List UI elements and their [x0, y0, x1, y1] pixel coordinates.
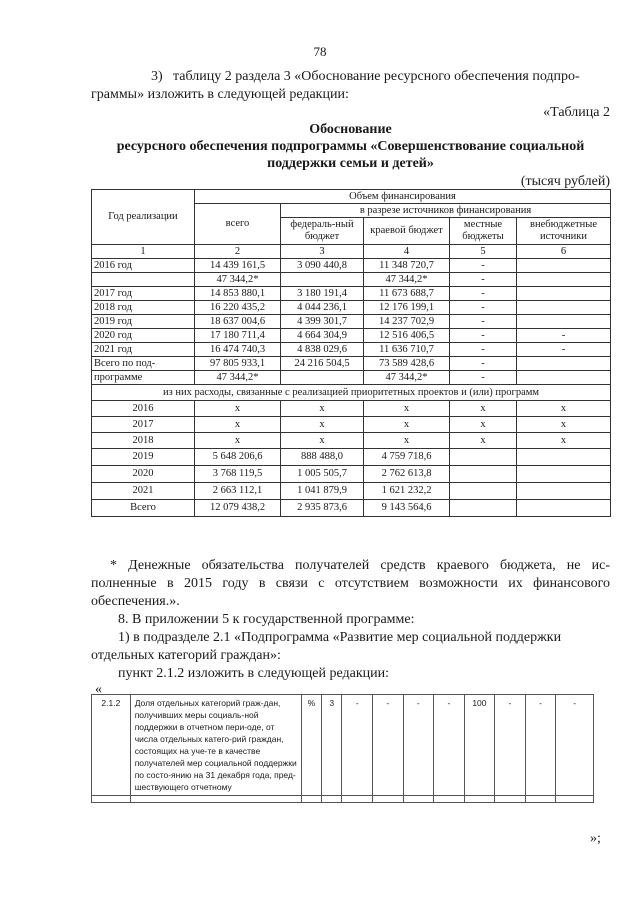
cell-regional: 14 237 702,9 — [364, 315, 450, 329]
indicator-value: - — [373, 695, 404, 796]
header-by-source: в разрезе источников финансирования — [281, 204, 611, 218]
spacer-cell — [434, 796, 465, 803]
spacer-cell — [301, 796, 321, 803]
cell-extra — [517, 466, 611, 483]
indicator-value: - — [556, 695, 594, 796]
spacer-cell — [464, 796, 495, 803]
indicator-value: 100 — [464, 695, 495, 796]
item-8-1-line-1: 1) в подразделе 2.1 «Подпрограмма «Развитие мер социальной поддержки — [118, 630, 562, 645]
header-total: всего — [195, 204, 281, 245]
footnote-line-3: обеспечения.». — [91, 594, 180, 609]
cell-local: - — [450, 301, 517, 315]
cell-federal: 3 180 191,4 — [281, 287, 364, 301]
intro-line-2: граммы» изложить в следующей редакции: — [91, 87, 349, 102]
cell-federal: 1 005 505,7 — [281, 466, 364, 483]
units-label: (тысяч рублей) — [520, 174, 610, 189]
header-funding: Объем финансирования — [195, 190, 611, 204]
priority-projects-row — [92, 385, 611, 401]
indicator-value: - — [434, 695, 465, 796]
cell-local — [450, 483, 517, 500]
cell-local: - — [450, 371, 517, 385]
cell-federal — [281, 273, 364, 287]
cell-total: 17 180 711,4 — [195, 329, 281, 343]
cell-federal: 24 216 504,5 — [281, 357, 364, 371]
cell-extra — [517, 449, 611, 466]
cell-regional: x — [364, 401, 450, 417]
cell-regional: x — [364, 417, 450, 433]
cell-local: - — [450, 273, 517, 287]
cell-total: x — [195, 433, 281, 449]
cell-extra — [517, 315, 611, 329]
cell-total: 97 805 933,1 — [195, 357, 281, 371]
cell-local: x — [450, 433, 517, 449]
cell-year: 2018 — [92, 433, 195, 449]
cell-regional: 47 344,2* — [364, 273, 450, 287]
spacer-cell — [403, 796, 434, 803]
cell-year: 2018 год — [92, 301, 195, 315]
cell-local: - — [450, 315, 517, 329]
footnote-line-1: * Денежные обязательства получателей средств краевого бюджета, не ис- — [110, 558, 610, 573]
cell-year: 2019 год — [92, 315, 195, 329]
cell-regional: 4 759 718,6 — [364, 449, 450, 466]
close-quote: »; — [590, 831, 601, 846]
table-row — [92, 287, 611, 301]
cell-federal: x — [281, 433, 364, 449]
indicator-value: - — [495, 695, 526, 796]
header-local: местные бюджеты — [450, 218, 517, 245]
cell-extra: x — [517, 433, 611, 449]
table-row — [92, 500, 611, 517]
table-row — [92, 483, 611, 500]
cell-extra: - — [517, 329, 611, 343]
spacer-cell — [342, 796, 373, 803]
table-row — [92, 371, 611, 385]
table-row — [92, 449, 611, 466]
cell-total: x — [195, 401, 281, 417]
header-federal: федераль-ный бюджет — [281, 218, 364, 245]
spacer-cell — [92, 796, 131, 803]
cell-regional: 9 143 564,6 — [364, 500, 450, 517]
intro-item-number: 3) — [151, 69, 163, 84]
cell-local: - — [450, 287, 517, 301]
cell-total: 14 853 880,1 — [195, 287, 281, 301]
table-row — [92, 466, 611, 483]
cell-total: 2 663 112,1 — [195, 483, 281, 500]
cell-total: 47 344,2* — [195, 371, 281, 385]
cell-total: 12 079 438,2 — [195, 500, 281, 517]
col-number: 1 — [92, 245, 195, 259]
cell-regional: 11 673 688,7 — [364, 287, 450, 301]
spacer-cell — [130, 796, 301, 803]
indicator-table — [91, 694, 594, 803]
cell-year: 2017 — [92, 417, 195, 433]
cell-regional: x — [364, 433, 450, 449]
cell-year: 2020 год — [92, 329, 195, 343]
cell-local: - — [450, 357, 517, 371]
cell-year: 2016 — [92, 401, 195, 417]
cell-federal: 4 399 301,7 — [281, 315, 364, 329]
cell-federal: 3 090 440,8 — [281, 259, 364, 273]
footnote-line-2: полненные в 2015 году в связи с отсутствием возможности их финансового — [91, 576, 610, 591]
cell-extra — [517, 259, 611, 273]
indicator-description: Доля отдельных категорий граж-дан, получивших меры социаль-ной поддержки в отчетном пери-оде, от числа отдельных катего-рий граждан, состоящих на уче-те в качестве получателей мер социальной поддержки по состо-янию на 31 декабря года, пред-шествующего отчетному — [130, 695, 301, 796]
cell-local: - — [450, 343, 517, 357]
cell-federal: 4 044 236,1 — [281, 301, 364, 315]
cell-local — [450, 449, 517, 466]
cell-federal: x — [281, 417, 364, 433]
cell-regional: 11 348 720,7 — [364, 259, 450, 273]
indicator-value: - — [342, 695, 373, 796]
cell-year: 2016 год — [92, 259, 195, 273]
cell-total: 14 439 161,5 — [195, 259, 281, 273]
cell-federal: 1 041 879,9 — [281, 483, 364, 500]
table-title-line-2: ресурсного обеспечения подпрограммы «Совершенствование социальной — [116, 139, 585, 154]
spacer-cell — [373, 796, 404, 803]
cell-total: x — [195, 417, 281, 433]
spacer-cell — [495, 796, 526, 803]
cell-extra — [517, 301, 611, 315]
cell-total: 5 648 206,6 — [195, 449, 281, 466]
header-extra: внебюджетные источники — [517, 218, 611, 245]
cell-extra: x — [517, 401, 611, 417]
cell-regional: 11 636 710,7 — [364, 343, 450, 357]
col-number: 2 — [195, 245, 281, 259]
item-8-2: пункт 2.1.2 изложить в следующей редакции: — [118, 666, 389, 681]
priority-projects-label: из них расходы, связанные с реализацией приоритетных проектов и (или) программ — [92, 385, 611, 401]
spacer-cell — [525, 796, 556, 803]
cell-year: Всего по под- — [92, 357, 195, 371]
cell-year: 2021 год — [92, 343, 195, 357]
item-8: 8. В приложении 5 к государственной программе: — [118, 612, 415, 627]
indicator-value: - — [403, 695, 434, 796]
cell-federal: 888 488,0 — [281, 449, 364, 466]
table-row — [92, 343, 611, 357]
header-regional: краевой бюджет — [364, 218, 450, 245]
cell-year: 2021 — [92, 483, 195, 500]
cell-year: 2020 — [92, 466, 195, 483]
cell-federal: 4 664 304,9 — [281, 329, 364, 343]
cell-total: 47 344,2* — [195, 273, 281, 287]
cell-local: x — [450, 401, 517, 417]
indicator-number: 2.1.2 — [92, 695, 131, 796]
cell-local — [450, 500, 517, 517]
indicator-value: - — [525, 695, 556, 796]
spacer-cell — [556, 796, 594, 803]
indicator-value: 3 — [322, 695, 342, 796]
cell-extra — [517, 371, 611, 385]
cell-federal: x — [281, 401, 364, 417]
table-row — [92, 273, 611, 287]
cell-year: 2017 год — [92, 287, 195, 301]
table-label: «Таблица 2 — [543, 105, 610, 120]
cell-extra — [517, 483, 611, 500]
table-title-line-3: поддержки семьи и детей» — [267, 156, 434, 171]
table-row — [92, 315, 611, 329]
cell-extra: x — [517, 417, 611, 433]
cell-total: 18 637 004,6 — [195, 315, 281, 329]
cell-regional: 12 176 199,1 — [364, 301, 450, 315]
page-number: 78 — [313, 44, 327, 59]
cell-federal: 4 838 029,6 — [281, 343, 364, 357]
cell-extra: - — [517, 343, 611, 357]
table-row-spacer — [92, 796, 594, 803]
funding-table — [91, 189, 611, 517]
table-row — [92, 357, 611, 371]
cell-total: 16 474 740,3 — [195, 343, 281, 357]
table-title-line-1: Обоснование — [309, 122, 392, 137]
header-year: Год реализации — [92, 190, 195, 245]
cell-local: - — [450, 329, 517, 343]
col-number: 6 — [517, 245, 611, 259]
cell-local — [450, 466, 517, 483]
table-row — [92, 301, 611, 315]
table-row — [92, 259, 611, 273]
cell-extra — [517, 273, 611, 287]
cell-extra — [517, 287, 611, 301]
col-number: 5 — [450, 245, 517, 259]
indicator-unit: % — [301, 695, 321, 796]
cell-total: 16 220 435,2 — [195, 301, 281, 315]
cell-extra — [517, 357, 611, 371]
cell-federal — [281, 371, 364, 385]
table-row — [92, 401, 611, 417]
table-row — [92, 433, 611, 449]
cell-regional: 12 516 406,5 — [364, 329, 450, 343]
cell-total: 3 768 119,5 — [195, 466, 281, 483]
cell-extra — [517, 500, 611, 517]
cell-year: Всего — [92, 500, 195, 517]
open-quote: « — [95, 682, 102, 697]
cell-regional: 47 344,2* — [364, 371, 450, 385]
spacer-cell — [322, 796, 342, 803]
col-number: 3 — [281, 245, 364, 259]
column-numbers-row — [92, 245, 611, 259]
cell-regional: 1 621 232,2 — [364, 483, 450, 500]
cell-regional: 2 762 613,8 — [364, 466, 450, 483]
table-row — [92, 329, 611, 343]
cell-year: 2019 — [92, 449, 195, 466]
table-row — [92, 695, 594, 796]
cell-year: программе — [92, 371, 195, 385]
item-8-1-line-2: отдельных категорий граждан»: — [91, 648, 281, 663]
cell-year — [92, 273, 195, 287]
cell-federal: 2 935 873,6 — [281, 500, 364, 517]
cell-regional: 73 589 428,6 — [364, 357, 450, 371]
cell-local: - — [450, 259, 517, 273]
table-row — [92, 417, 611, 433]
col-number: 4 — [364, 245, 450, 259]
intro-line-1: таблицу 2 раздела 3 «Обоснование ресурсного обеспечения подпро- — [173, 69, 580, 84]
cell-local: x — [450, 417, 517, 433]
